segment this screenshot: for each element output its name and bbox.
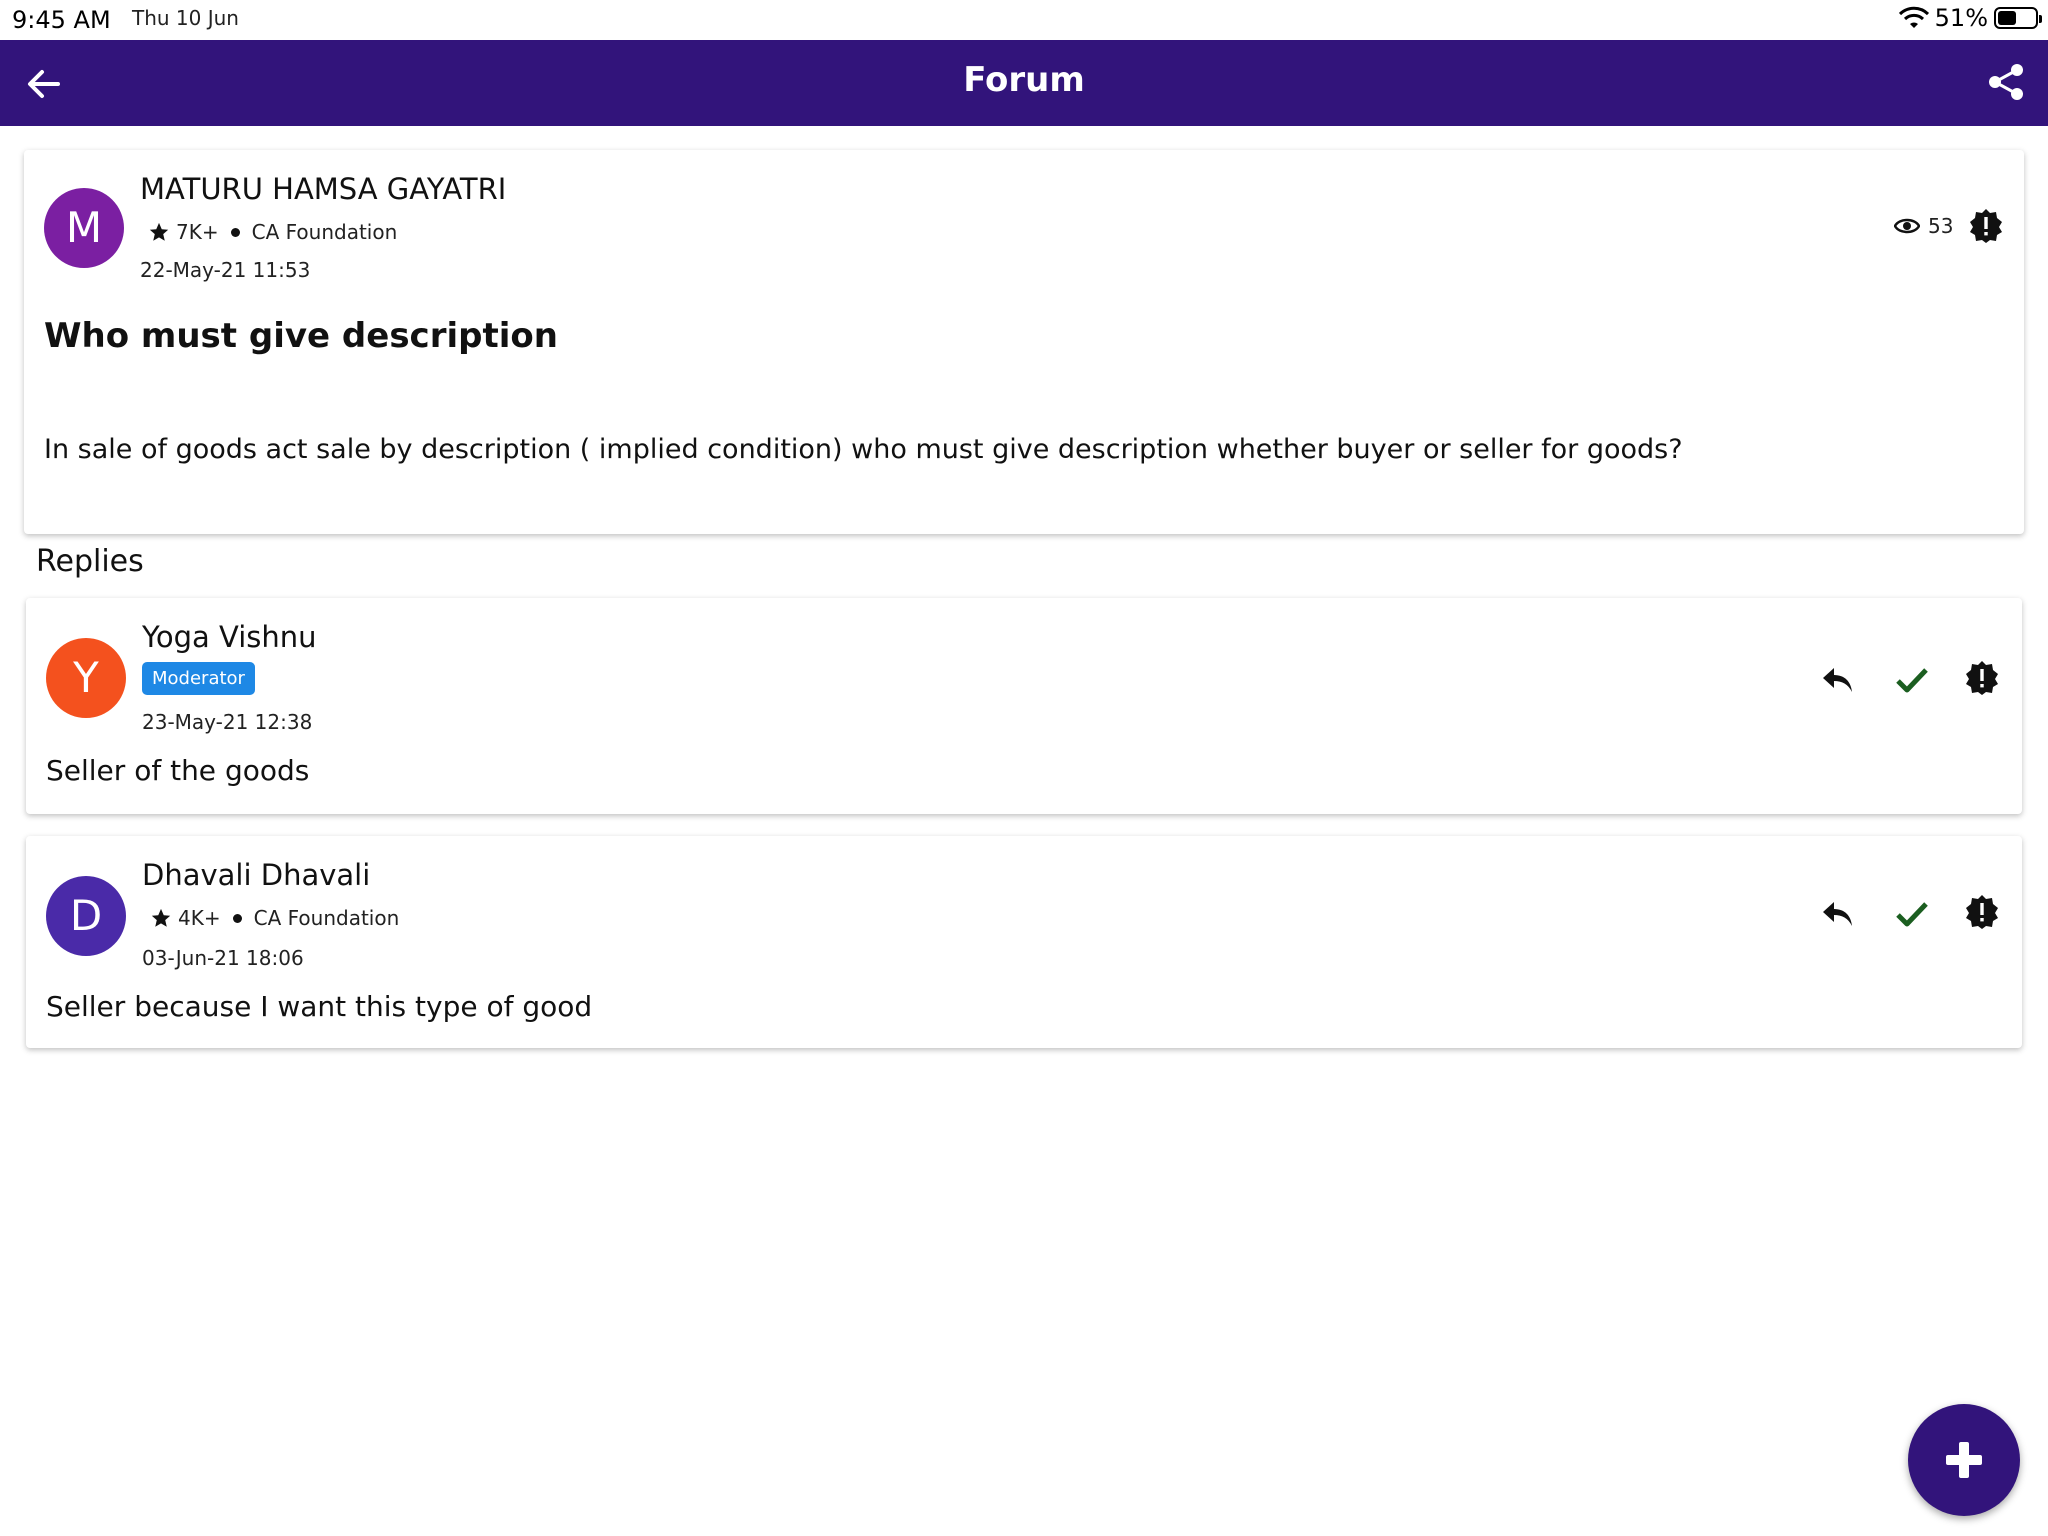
add-reply-button[interactable] (1908, 1404, 2020, 1516)
separator-dot (233, 914, 242, 923)
share-icon[interactable] (1986, 62, 2026, 102)
report-icon[interactable] (1968, 208, 2004, 244)
author-meta (148, 220, 397, 244)
avatar: D (46, 876, 126, 956)
author-meta (150, 906, 399, 930)
views-number: 53 (1928, 214, 1954, 238)
reply-date: 03-Jun-21 18:06 (142, 946, 304, 970)
author-name: MATURU HAMSA GAYATRI (140, 172, 507, 206)
eye-icon (1894, 216, 1920, 236)
reply-text: Seller because I want this type of good (46, 990, 593, 1023)
wifi-icon (1899, 6, 1929, 30)
reply-card (26, 598, 2022, 814)
status-right (1899, 4, 2038, 32)
points: 4K+ (178, 906, 221, 930)
author-name: Yoga Vishnu (142, 620, 317, 654)
reply-card (26, 836, 2022, 1048)
accept-check-icon[interactable] (1894, 896, 1930, 932)
view-count (1894, 214, 1953, 238)
status-time: 9:45 AM (12, 6, 111, 34)
star-icon (150, 907, 172, 929)
post-date: 22-May-21 11:53 (140, 258, 311, 282)
app-bar (0, 40, 2048, 126)
avatar: M (44, 188, 124, 268)
author-name: Dhavali Dhavali (142, 858, 371, 892)
report-icon[interactable] (1964, 894, 2000, 930)
post-title: Who must give description (44, 316, 558, 356)
course: CA Foundation (251, 220, 398, 244)
battery-icon (1994, 7, 2038, 29)
plus-icon (1942, 1438, 1986, 1482)
post-card (24, 150, 2024, 534)
reply-text: Seller of the goods (46, 754, 310, 787)
status-date: Thu 10 Jun (132, 6, 239, 30)
reply-icon[interactable] (1820, 896, 1856, 932)
reply-date: 23-May-21 12:38 (142, 710, 313, 734)
page-title: Forum (963, 60, 1085, 100)
course: CA Foundation (253, 906, 400, 930)
post-body: In sale of goods act sale by description ( implied condition) who must give description whether buyer or seller for goods? (44, 434, 1683, 465)
avatar: Y (46, 638, 126, 718)
replies-heading: Replies (36, 544, 144, 579)
points: 7K+ (176, 220, 219, 244)
battery-percent: 51% (1934, 4, 1988, 32)
separator-dot (231, 228, 240, 237)
reply-icon[interactable] (1820, 662, 1856, 698)
star-icon (148, 221, 170, 243)
report-icon[interactable] (1964, 660, 2000, 696)
accept-check-icon[interactable] (1894, 662, 1930, 698)
status-bar (0, 0, 2048, 40)
moderator-badge: Moderator (142, 662, 255, 695)
